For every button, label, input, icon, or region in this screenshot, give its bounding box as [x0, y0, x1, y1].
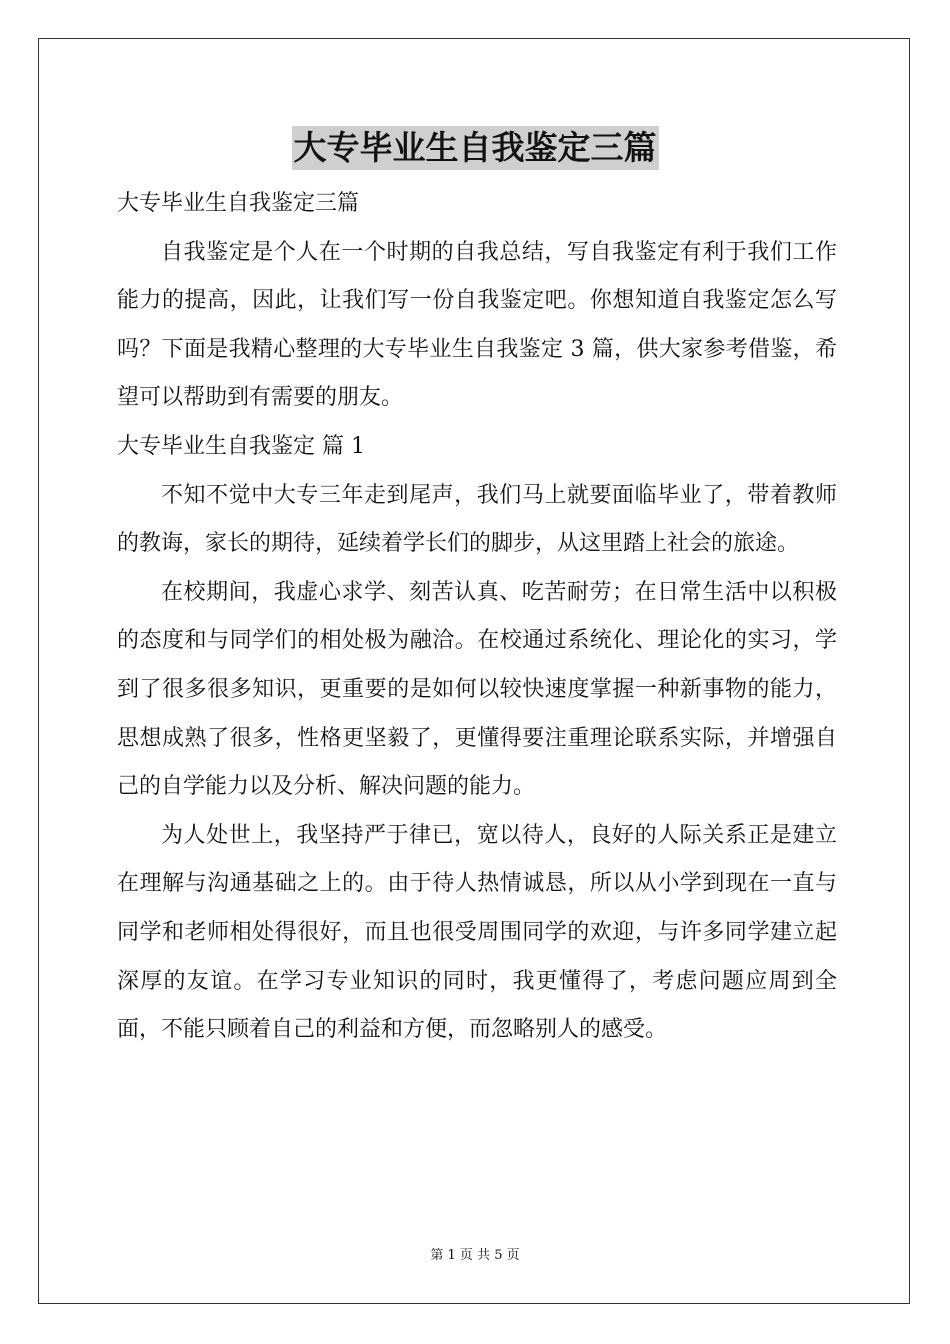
- document-body: [117, 180, 837, 1055]
- body-paragraph: 在校期间，我虚心求学、刻苦认真、吃苦耐劳；在日常生活中以积极的态度和与同学们的相处极为融洽。在校通过系统化、理论化的实习，学到了很多很多知识，更重要的是如何以较快速度掌握一种新事物的能力，思想成熟了很多，性格更坚毅了，更懂得要注重理论联系实际，并增强自己的自学能力以及分析、解决问题的能力。: [117, 579, 837, 800]
- document-title: 大专毕业生自我鉴定三篇: [292, 126, 659, 170]
- section-heading: 大专毕业生自我鉴定三篇: [117, 191, 360, 216]
- page-number: 第 1 页 共 5 页: [430, 1248, 520, 1263]
- page-footer: [0, 1247, 950, 1265]
- section-heading-part-1: 大专毕业生自我鉴定 篇 1: [117, 433, 365, 459]
- title-container: [0, 126, 950, 170]
- body-paragraph: 为人处世上，我坚持严于律已，宽以待人，良好的人际关系正是建立在理解与沟通基础之上的。由于待人热情诚恳，所以从小学到现在一直与同学和老师相处得很好，而且也很受周围同学的欢迎，与许多同学建立起深厚的友谊。在学习专业知识的同时，我更懂得了，考虑问题应周到全面，不能只顾着自己的利益和方便，而忽略别人的感受。: [117, 822, 837, 1043]
- intro-paragraph: 自我鉴定是个人在一个时期的自我总结，写自我鉴定有利于我们工作能力的提高，因此，让我们写一份自我鉴定吧。你想知道自我鉴定怎么写吗？下面是我精心整理的大专毕业生自我鉴定 3 篇，供大家参考借鉴，希望可以帮助到有需要的朋友。: [117, 239, 837, 411]
- body-paragraph: 不知不觉中大专三年走到尾声，我们马上就要面临毕业了，带着教师的教诲，家长的期待，延续着学长们的脚步，从这里踏上社会的旅途。: [117, 482, 837, 557]
